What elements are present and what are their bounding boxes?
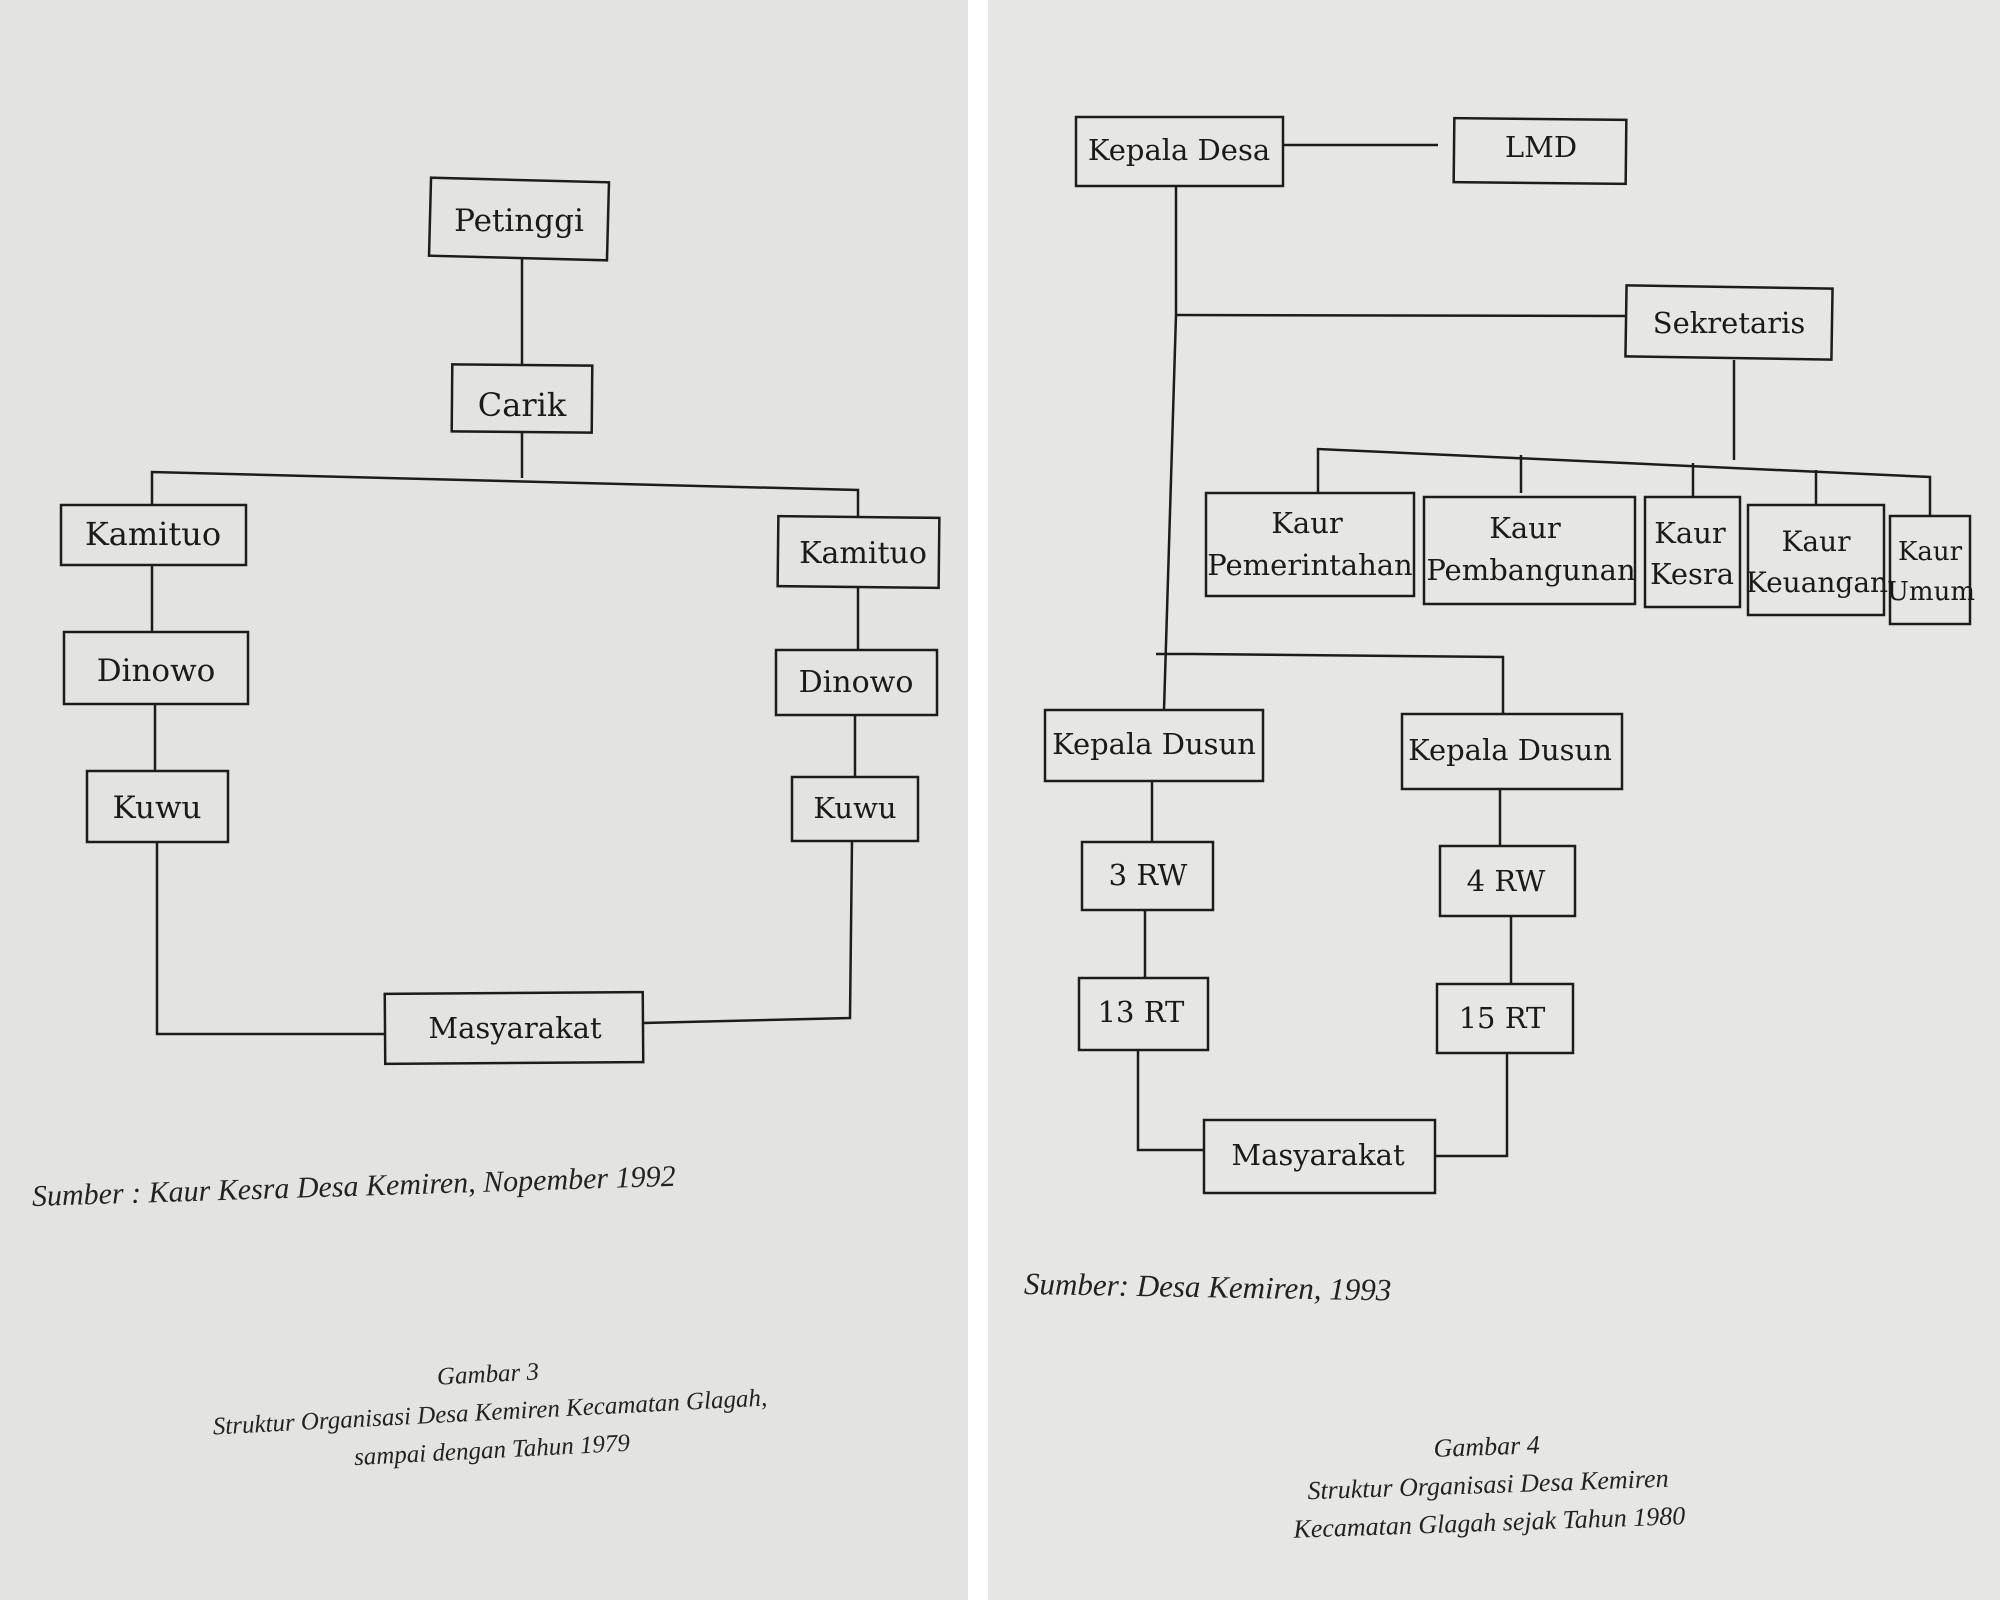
node-label: Pembangunan — [1426, 553, 1636, 587]
node-kaur-pembangunan — [1424, 497, 1636, 604]
caption-line-2: Kecamatan Glagah sejak Tahun 1980 — [1292, 1501, 1686, 1544]
caption-number: Gambar 3 — [436, 1358, 540, 1391]
node-kepala-dusun-right — [1402, 714, 1622, 789]
node-kuwu-right — [792, 777, 918, 841]
node-label: Kaur — [1489, 511, 1561, 545]
node-label: Kepala Dusun — [1052, 727, 1256, 761]
node-dinowo-right — [776, 650, 937, 715]
node-label: Kepala Dusun — [1408, 733, 1612, 767]
node-label: Petinggi — [454, 203, 584, 239]
node-kamituo-right — [778, 516, 940, 588]
figure-caption — [1206, 1418, 1770, 1551]
node-15-rt — [1437, 984, 1573, 1053]
right-page — [988, 0, 2000, 1600]
node-kepala-desa — [1076, 117, 1283, 186]
node-masyarakat-right — [1204, 1120, 1435, 1193]
left-connectors — [152, 258, 858, 1034]
node-label: Kaur — [1654, 516, 1726, 550]
node-carik — [452, 364, 593, 432]
node-masyarakat — [385, 992, 643, 1064]
node-kaur-pemerintahan — [1206, 493, 1414, 596]
node-kaur-keuangan — [1746, 505, 1888, 615]
node-kaur-kesra — [1645, 497, 1740, 607]
caption-number: Gambar 4 — [1433, 1430, 1541, 1463]
node-label: Dinowo — [798, 665, 914, 700]
node-dinowo-left — [64, 632, 248, 704]
node-sekretaris — [1625, 285, 1832, 359]
node-label: Keuangan — [1745, 566, 1889, 599]
node-label: Kaur — [1271, 506, 1343, 540]
node-label: Umum — [1887, 577, 1975, 607]
node-label: Sekretaris — [1652, 306, 1806, 340]
right-org-chart — [988, 0, 2000, 1600]
node-label: Masyarakat — [428, 1011, 602, 1045]
node-13-rt — [1079, 978, 1208, 1050]
caption-line-1: Struktur Organisasi Desa Kemiren — [1306, 1463, 1670, 1506]
node-label: Carik — [477, 386, 567, 424]
node-label: 4 RW — [1466, 864, 1546, 898]
caption-line-1: Struktur Organisasi Desa Kemiren Kecamatan Glagah, — [212, 1384, 768, 1441]
node-label: Kaur — [1781, 525, 1851, 558]
node-kamituo-left — [61, 505, 246, 565]
source-note: Sumber: Desa Kemiren, 1993 — [1023, 1266, 1392, 1308]
node-petinggi — [429, 178, 609, 261]
node-label: Kamituo — [84, 515, 222, 553]
source-note: Sumber : Kaur Kesra Desa Kemiren, Nopember 1992 — [31, 1159, 677, 1213]
node-kuwu-left — [87, 771, 228, 842]
node-label: 3 RW — [1108, 858, 1188, 892]
left-page — [0, 0, 968, 1600]
node-label: Masyarakat — [1231, 1138, 1405, 1172]
node-label: Kuwu — [112, 790, 202, 826]
node-label: Kesra — [1649, 557, 1735, 591]
node-label: Pemerintahan — [1207, 548, 1413, 582]
node-label: Kaur — [1897, 537, 1963, 567]
node-label: Dinowo — [96, 653, 216, 689]
caption-line-2: sampai dengan Tahun 1979 — [353, 1429, 631, 1472]
node-3-rw — [1082, 842, 1213, 910]
node-label: Kepala Desa — [1087, 133, 1271, 167]
node-4-rw — [1440, 846, 1575, 916]
node-label: Kamituo — [799, 536, 927, 571]
node-label: LMD — [1504, 130, 1578, 164]
node-label: 15 RT — [1458, 1001, 1546, 1035]
node-kaur-umum — [1887, 516, 1975, 624]
node-kepala-dusun-left — [1045, 710, 1263, 781]
node-label: Kuwu — [813, 791, 897, 825]
node-label: 13 RT — [1097, 995, 1185, 1029]
node-lmd — [1454, 118, 1627, 184]
